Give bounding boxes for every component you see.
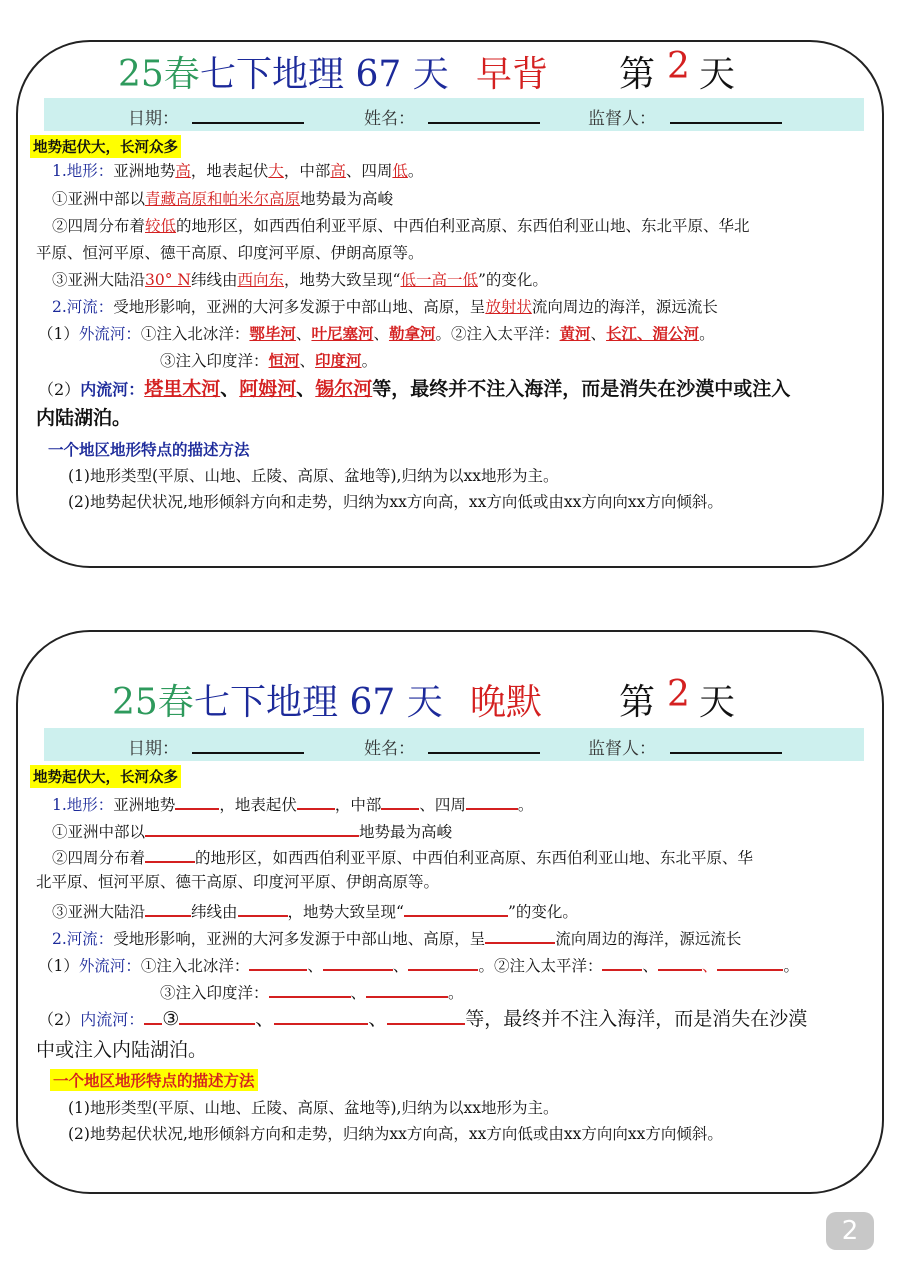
- blank[interactable]: [145, 899, 191, 917]
- latitude-line: ③亚洲大陆沿30° N纬线由西向东，地势大致呈现“低一高一低”的变化。: [52, 271, 548, 289]
- outflow-line: （1）外流河：①注入北冰洋： 、 、 。②注入太平洋： 、 、 。: [38, 953, 799, 976]
- card-title: [18, 674, 882, 726]
- surroundings-line: ②四周分布着较低的地形区，如西西伯利亚平原、中西伯利亚高原、东西伯利亚山地、东北平原、华北: [52, 217, 750, 235]
- blank[interactable]: [269, 980, 351, 998]
- surroundings-line: ②四周分布着 的地形区，如西西伯利亚平原、中西伯利亚高原、东西伯利亚山地、东北平原、华: [52, 845, 753, 868]
- blank[interactable]: [658, 953, 702, 971]
- name-field[interactable]: [428, 122, 540, 124]
- title-middle: 七下地理 67 天: [200, 54, 449, 95]
- day-number: 2: [667, 46, 690, 87]
- latitude-line: ③亚洲大陆沿 纬线由 ，地势大致呈现“ ”的变化。: [52, 899, 578, 922]
- plateau-line: ①亚洲中部以 地势最为高峻: [52, 819, 452, 842]
- date-label: 日期：: [128, 739, 179, 759]
- blank[interactable]: [175, 792, 219, 810]
- name-label: 姓名：: [364, 109, 415, 129]
- blank[interactable]: [274, 1007, 368, 1025]
- terrain-line: 1.地形：亚洲地势 ，地表起伏 ，中部 、四周 。: [52, 792, 533, 815]
- date-field[interactable]: [192, 122, 304, 124]
- section-heading: 地势起伏大，长河众多: [30, 765, 181, 788]
- title-prefix: 25春: [112, 682, 194, 723]
- morning-card: [16, 40, 884, 568]
- blank[interactable]: [466, 792, 518, 810]
- blank[interactable]: [602, 953, 642, 971]
- blank[interactable]: [297, 792, 335, 810]
- method-title: 一个地区地形特点的描述方法: [50, 1069, 258, 1091]
- blank[interactable]: [249, 953, 307, 971]
- inland-river-line-cont: 中或注入内陆湖泊。: [36, 1039, 208, 1061]
- title-suffix: 晚默: [470, 682, 543, 723]
- section-heading: 地势起伏大，长河众多: [30, 135, 181, 158]
- supervisor-field[interactable]: [670, 752, 782, 754]
- surroundings-line-cont: 北平原、恒河平原、德干高原、印度河平原、伊朗高原等。: [36, 873, 440, 891]
- method-item-1: (1)地形类型(平原、山地、丘陵、高原、盆地等),归纳为以xx地形为主。: [68, 467, 559, 485]
- inland-river-line-cont: 内陆湖泊。: [36, 407, 132, 429]
- blank[interactable]: [408, 953, 478, 971]
- indian-ocean-line: ③注入印度洋： 、 。: [160, 980, 464, 1003]
- blank[interactable]: [381, 792, 419, 810]
- blank[interactable]: [323, 953, 393, 971]
- method-item-2: (2)地势起伏状况,地形倾斜方向和走势，归纳为xx方向高，xx方向低或由xx方向向xx方向倾斜。: [68, 1125, 723, 1143]
- info-bar: [44, 728, 864, 761]
- blank[interactable]: [145, 819, 359, 837]
- rivers-line: 2.河流：受地形影响，亚洲的大河多发源于中部山地、高原，呈放射状流向周边的海洋，源远流长: [52, 298, 718, 316]
- title-middle: 七下地理 67 天: [194, 682, 443, 723]
- blank[interactable]: [404, 899, 508, 917]
- day-label-b: 天: [699, 54, 736, 95]
- inland-river-line: （2）内流河：塔里木河、阿姆河、锡尔河等，最终并不注入海洋，而是消失在沙漠中或注入: [38, 378, 791, 400]
- day-label-a: 第: [619, 682, 656, 723]
- date-label: 日期：: [128, 109, 179, 129]
- title-prefix: 25春: [118, 54, 200, 95]
- blank[interactable]: [366, 980, 448, 998]
- method-title: 一个地区地形特点的描述方法: [48, 440, 250, 459]
- inland-river-line: （2）内流河： ③ 、 、 等，最终并不注入海洋，而是消失在沙漠: [38, 1008, 808, 1030]
- day-label-a: 第: [619, 54, 656, 95]
- supervisor-label: 监督人：: [588, 109, 656, 129]
- title-suffix: 早背: [476, 54, 549, 95]
- surroundings-line-cont: 平原、恒河平原、德干高原、印度河平原、伊朗高原等。: [36, 244, 424, 262]
- supervisor-label: 监督人：: [588, 739, 656, 759]
- name-field[interactable]: [428, 752, 540, 754]
- supervisor-field[interactable]: [670, 122, 782, 124]
- terrain-line: 1.地形：亚洲地势高，地表起伏大，中部高、四周低。: [52, 162, 424, 180]
- outflow-line: （1）外流河：①注入北冰洋：鄂毕河、叶尼塞河、勒拿河。②注入太平洋：黄河、长江、湄公河。: [38, 324, 715, 343]
- blank[interactable]: [717, 953, 783, 971]
- blank[interactable]: [485, 926, 555, 944]
- rivers-line: 2.河流：受地形影响，亚洲的大河多发源于中部山地、高原，呈 流向周边的海洋，源远流长: [52, 926, 741, 949]
- blank[interactable]: [179, 1007, 255, 1025]
- day-label-b: 天: [699, 682, 736, 723]
- method-item-2: (2)地势起伏状况,地形倾斜方向和走势，归纳为xx方向高，xx方向低或由xx方向向xx方向倾斜。: [68, 493, 723, 511]
- info-bar: [44, 98, 864, 131]
- indian-ocean-line: ③注入印度洋：恒河、印度河。: [160, 351, 378, 370]
- date-field[interactable]: [192, 752, 304, 754]
- day-number: 2: [667, 674, 690, 715]
- blank[interactable]: [144, 1007, 162, 1025]
- card-title: [18, 46, 882, 98]
- blank[interactable]: [238, 899, 288, 917]
- evening-card: [16, 630, 884, 1194]
- plateau-line: ①亚洲中部以青藏高原和帕米尔高原地势最为高峻: [52, 190, 394, 208]
- page-number-badge: 2: [826, 1212, 874, 1250]
- blank[interactable]: [145, 845, 195, 863]
- blank[interactable]: [387, 1007, 465, 1025]
- method-item-1: (1)地形类型(平原、山地、丘陵、高原、盆地等),归纳为以xx地形为主。: [68, 1099, 559, 1117]
- name-label: 姓名：: [364, 739, 415, 759]
